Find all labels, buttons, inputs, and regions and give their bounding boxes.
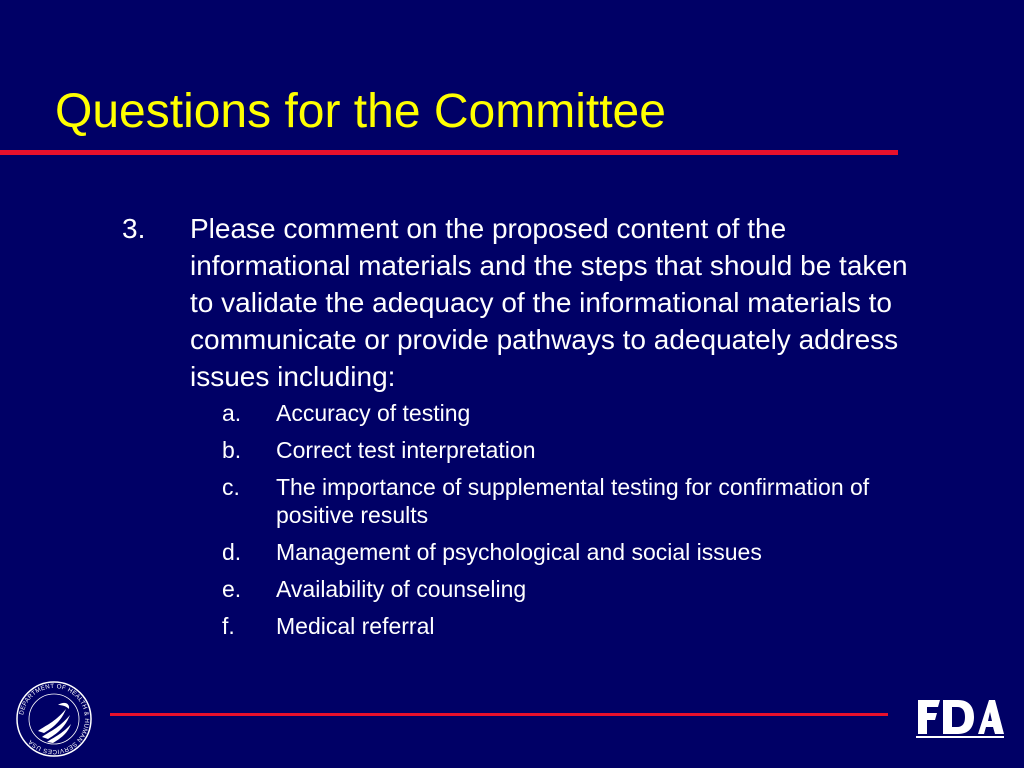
list-item: [222, 612, 922, 640]
question-text: Please comment on the proposed content of the informational materials and the steps that should be taken to validate the adequacy of the informational materials to communicate or provide pathways to adequately address issues including:: [190, 213, 908, 392]
subitem-letter: d.: [222, 539, 242, 565]
slide-title: Questions for the Committee: [55, 85, 666, 138]
list-item: [222, 436, 922, 464]
list-item: [222, 473, 922, 529]
subitem-letter: b.: [222, 437, 242, 463]
question-number: 3.: [122, 213, 146, 244]
subitem-letter: c.: [222, 474, 240, 500]
subitem-letter: a.: [222, 400, 242, 426]
question-row: [122, 210, 922, 395]
list-item: [222, 575, 922, 603]
subitem-text: Management of psychological and social issues: [276, 539, 762, 565]
fda-logo-icon: [916, 696, 1004, 738]
subitem-text: Correct test interpretation: [276, 437, 536, 463]
subitem-text: Accuracy of testing: [276, 400, 471, 426]
subitem-text: Availability of counseling: [276, 576, 527, 602]
footer-divider: [110, 713, 888, 716]
subitem-letter: f.: [222, 613, 235, 639]
subitem-text: Medical referral: [276, 613, 435, 639]
title-divider: [0, 150, 898, 155]
subitem-list: [222, 399, 922, 640]
list-item: [222, 399, 922, 427]
svg-text:DEPARTMENT OF HEALTH & HUMAN S: DEPARTMENT OF HEALTH & HUMAN SERVICES USA: [18, 682, 91, 756]
question-item: [122, 210, 922, 649]
subitem-letter: e.: [222, 576, 242, 602]
hhs-seal-icon: [14, 679, 94, 759]
list-item: [222, 538, 922, 566]
subitem-text: The importance of supplemental testing for confirmation of positive results: [276, 474, 870, 528]
